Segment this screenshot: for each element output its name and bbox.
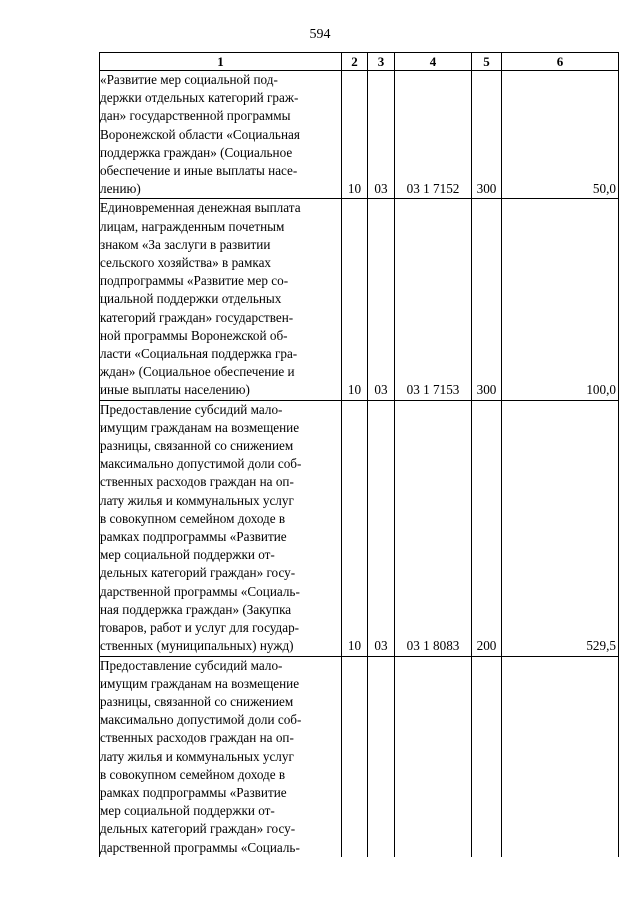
description-line: иные выплаты населению) [100,382,250,398]
header-row [100,53,619,71]
description-line: имущим гражданам на возмещение [100,419,300,435]
expense-type-code: 300 [472,71,502,199]
description-line: имущим гражданам на возмещение [100,675,300,691]
description-line: сельского хозяйства» в рамках [100,255,272,271]
page-number: 594 [309,27,331,42]
col-header-4: 4 [395,53,472,71]
description-line: Предоставление субсидий мало- [100,401,283,417]
col-header-3: 3 [368,53,395,71]
description-line: лицам, награжденным почетным [100,218,285,234]
target-article-code: 03 1 7152 [395,71,472,199]
section-code: 10 [342,400,368,656]
table-row [100,199,619,400]
row-description [100,199,342,400]
amount-value: 50,0 [502,71,619,199]
description-line: «Развитие мер социальной под- [100,72,278,87]
col-header-6: 6 [502,53,619,71]
description-line: циальной поддержки отдельных [100,291,282,307]
description-line: знаком «За заслуги в развитии [100,236,271,252]
table-row [100,656,619,857]
expense-type-code: 200 [472,400,502,656]
description-line: ласти «Социальная поддержка гра- [100,346,298,362]
expense-type-code: 300 [472,199,502,400]
row-description [100,400,342,656]
description-line: подпрограммы «Развитие мер со- [100,273,289,289]
description-line: мер социальной поддержки от- [100,547,275,563]
budget-table [99,52,619,857]
description-line: ственных (муниципальных) нужд) [100,638,294,654]
description-line: дарственной программы «Социаль- [100,583,300,599]
description-line: ственных расходов граждан на оп- [100,474,294,490]
description-line: разницы, связанной со снижением [100,693,294,709]
description-line: в совокупном семейном доходе в [100,766,286,782]
col-header-5: 5 [472,53,502,71]
subsection-code [368,656,395,857]
description-line: дельных категорий граждан» госу- [100,565,296,581]
row-description [100,71,342,199]
description-line: лению) [100,181,141,197]
description-line: мер социальной поддержки от- [100,803,275,819]
row-description [100,656,342,857]
col-header-1: 1 [100,53,342,71]
table-row [100,71,619,199]
section-code: 10 [342,71,368,199]
description-line: ной программы Воронежской об- [100,327,288,343]
description-line: рамках подпрограммы «Развитие [100,784,287,800]
description-line: Единовременная денежная выплата [100,200,301,216]
amount-value: 100,0 [502,199,619,400]
target-article-code: 03 1 8083 [395,400,472,656]
target-article-code: 03 1 7153 [395,199,472,400]
description-line: ственных расходов граждан на оп- [100,730,294,746]
description-line: дарственной программы «Социаль- [100,839,300,855]
description-line: ная поддержка граждан» (Закупка [100,601,292,617]
description-line: товаров, работ и услуг для государ- [100,620,300,636]
description-line: лату жилья и коммунальных услуг [100,492,294,508]
subsection-code: 03 [368,71,395,199]
description-line: дельных категорий граждан» госу- [100,821,296,837]
table-row [100,400,619,656]
description-line: категорий граждан» государствен- [100,309,294,325]
description-line: лату жилья и коммунальных услуг [100,748,294,764]
description-line: поддержка граждан» (Социальное [100,144,293,160]
description-line: в совокупном семейном доходе в [100,510,286,526]
description-line: рамках подпрограммы «Развитие [100,529,287,545]
description-line: максимально допустимой доли соб- [100,456,302,472]
amount-value: 529,5 [502,400,619,656]
description-line: разницы, связанной со снижением [100,438,294,454]
description-line: максимально допустимой доли соб- [100,712,302,728]
target-article-code [395,656,472,857]
description-line: Воронежской области «Социальная [100,126,300,142]
description-line: Предоставление субсидий мало- [100,657,283,673]
description-line: ждан» (Социальное обеспечение и [100,364,295,380]
description-line: держки отдельных категорий граж- [100,90,299,106]
subsection-code: 03 [368,400,395,656]
col-header-2: 2 [342,53,368,71]
section-code [342,656,368,857]
section-code: 10 [342,199,368,400]
description-line: дан» государственной программы [100,108,291,124]
subsection-code: 03 [368,199,395,400]
expense-type-code [472,656,502,857]
description-line: обеспечение и иные выплаты насе- [100,163,298,179]
amount-value [502,656,619,857]
